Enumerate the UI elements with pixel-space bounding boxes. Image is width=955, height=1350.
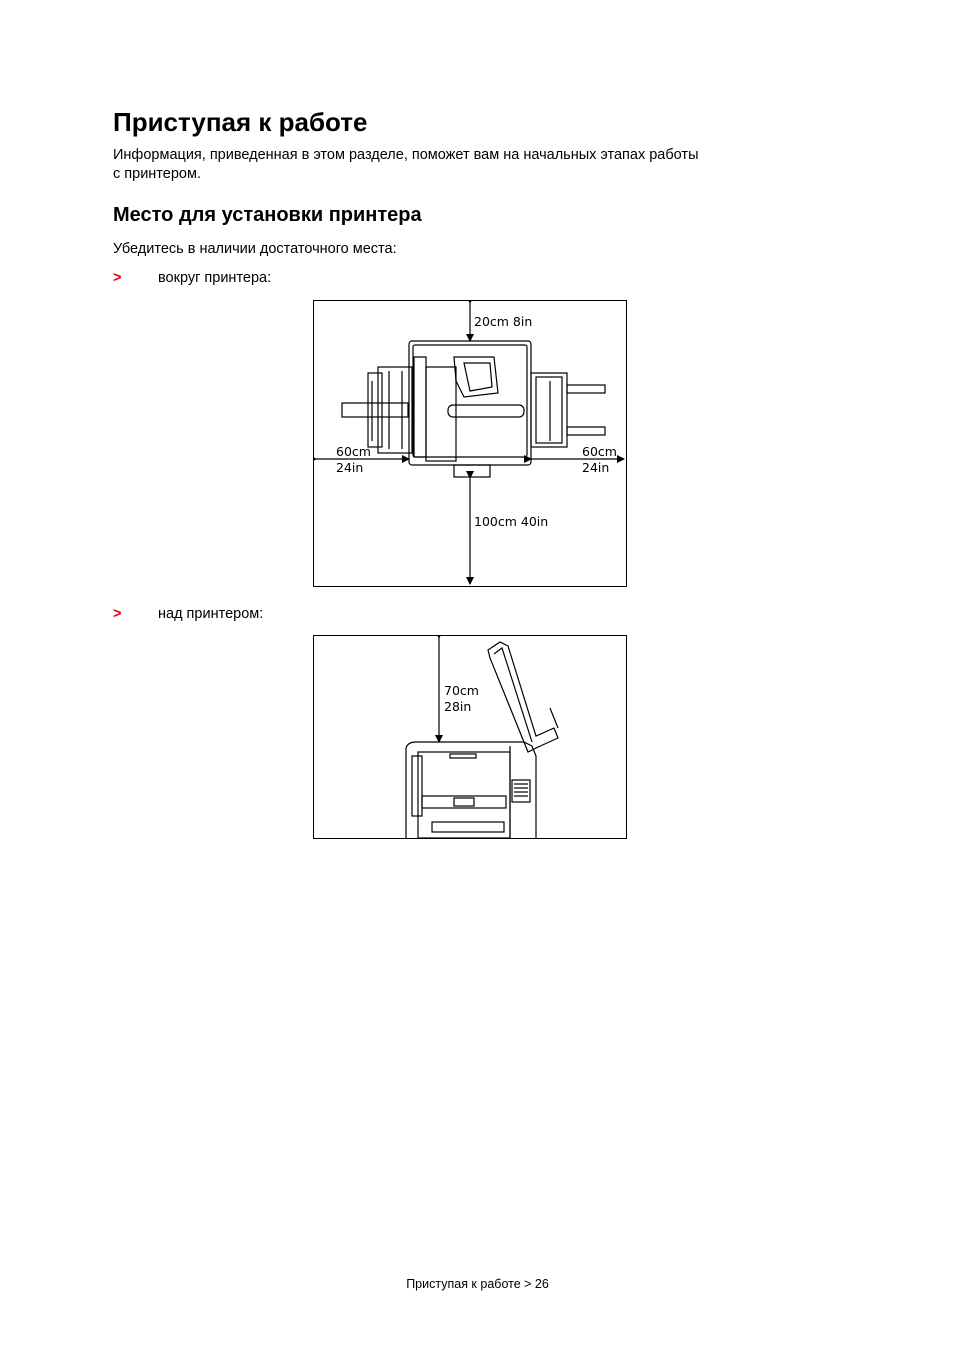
- front-clearance-label: 100cm 40in: [474, 514, 549, 529]
- bullet-marker: >: [113, 270, 122, 286]
- height-clearance-in-label: 28in: [444, 699, 472, 714]
- intro-line-1: Информация, приведенная в этом разделе, поможет вам на начальных этапах работы: [113, 147, 699, 163]
- page-title: Приступая к работе: [113, 107, 368, 137]
- bullet-text: над принтером:: [158, 606, 264, 622]
- section-title: Место для установки принтера: [113, 204, 422, 226]
- printer-height-view-drawing: [314, 636, 626, 838]
- printer-top-view-drawing: [314, 301, 626, 586]
- height-clearance-cm-label: 70cm: [444, 683, 479, 698]
- page-footer: Приступая к работе > 26: [406, 1277, 549, 1291]
- left-clearance-cm-label: 60cm: [336, 444, 371, 459]
- left-clearance-in-label: 24in: [336, 460, 364, 475]
- right-clearance-in-label: 24in: [582, 460, 610, 475]
- top-clearance-label: 20cm 8in: [474, 314, 533, 329]
- bullet-text: вокруг принтера:: [158, 270, 272, 286]
- printer-top-view-figure: [313, 300, 627, 587]
- intro-line-2: с принтером.: [113, 166, 201, 182]
- section-text: Убедитесь в наличии достаточного места:: [113, 241, 397, 257]
- right-clearance-cm-label: 60cm: [582, 444, 617, 459]
- bullet-marker: >: [113, 606, 122, 622]
- printer-height-view-figure: [313, 635, 627, 839]
- intro-paragraph: [113, 146, 699, 184]
